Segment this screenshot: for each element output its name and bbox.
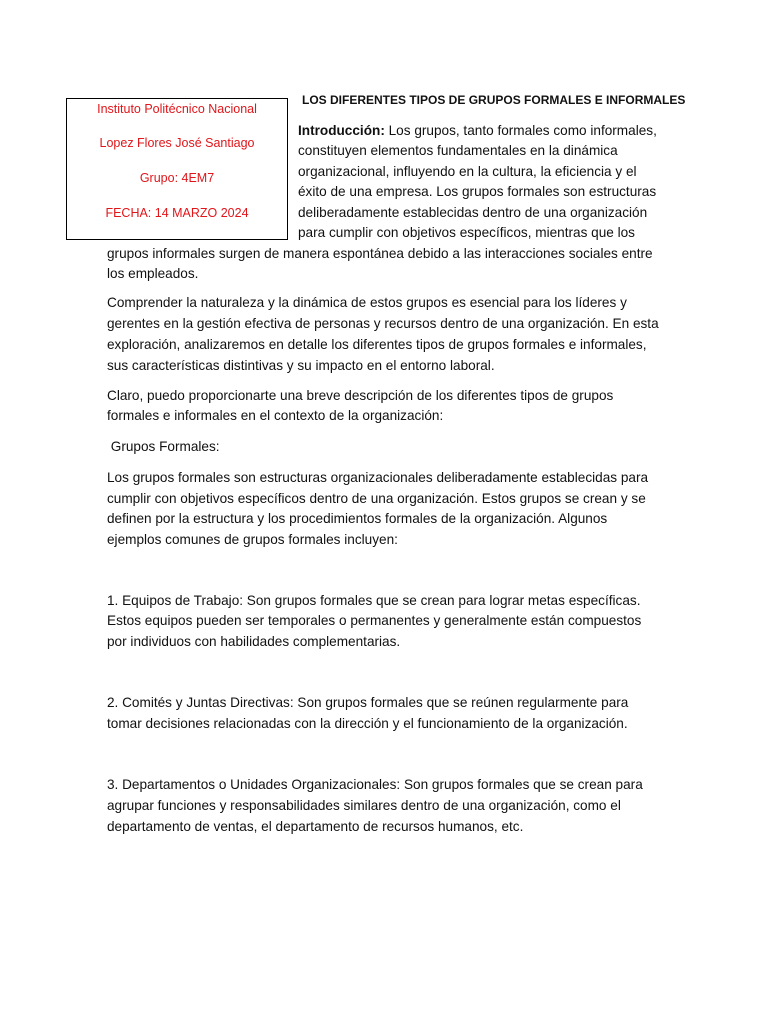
intro-line	[298, 122, 657, 140]
list-item-line: Estos equipos pueden ser temporales o permanentes y generalmente están compuestos	[107, 613, 642, 628]
intro-line: organizacional, influyendo en la cultura, la eficiencia y el	[298, 164, 637, 179]
student-info-box	[66, 98, 288, 240]
intro-line: los empleados.	[107, 266, 199, 281]
section-heading: Grupos Formales:	[107, 439, 220, 454]
document-title: LOS DIFERENTES TIPOS DE GRUPOS FORMALES E INFORMALES	[302, 93, 686, 107]
paragraph-line: formales e informales en el contexto de la organización:	[107, 408, 444, 423]
list-item-line: departamento de ventas, el departamento de recursos humanos, etc.	[107, 819, 524, 834]
paragraph-line: definen por la estructura y los procedimientos formales de la organización. Algunos	[107, 511, 608, 526]
list-item-line: 2. Comités y Juntas Directivas: Son grupos formales que se reúnen regularmente para	[107, 695, 629, 710]
intro-label: Introducción:	[298, 123, 385, 138]
list-item-line: tomar decisiones relacionadas con la dirección y el funcionamiento de la organización.	[107, 716, 628, 731]
intro-line-text: Los grupos, tanto formales como informales,	[384, 123, 657, 138]
institution-name: Instituto Politécnico Nacional	[97, 102, 257, 116]
group-label: Grupo: 4EM7	[139, 171, 215, 185]
list-item-line: 1. Equipos de Trabajo: Son grupos formales que se crean para lograr metas específicas.	[107, 593, 641, 608]
paragraph-line: Comprender la naturaleza y la dinámica de estos grupos es esencial para los líderes y	[107, 295, 627, 310]
list-item-line: 3. Departamentos o Unidades Organizacionales: Son grupos formales que se crean para	[107, 777, 643, 792]
intro-line: constituyen elementos fundamentales en la dinámica	[298, 143, 618, 158]
list-item-line: por individuos con habilidades complementarias.	[107, 634, 401, 649]
paragraph-line: exploración, analizaremos en detalle los diferentes tipos de grupos formales e informales,	[107, 337, 647, 352]
paragraph-line: Claro, puedo proporcionarte una breve descripción de los diferentes tipos de grupos	[107, 388, 614, 403]
date-label: FECHA: 14 MARZO 2024	[105, 206, 249, 220]
list-item-line: agrupar funciones y responsabilidades similares dentro de una organización, como el	[107, 798, 621, 813]
paragraph-line: sus características distintivas y su impacto en el entorno laboral.	[107, 358, 495, 373]
student-name: Lopez Flores José Santiago	[99, 136, 255, 150]
intro-line: deliberadamente establecidas dentro de una organización	[298, 205, 648, 220]
paragraph-line: Los grupos formales son estructuras organizacionales deliberadamente establecidas para	[107, 470, 649, 485]
intro-line: éxito de una empresa. Los grupos formales son estructuras	[298, 184, 657, 199]
paragraph-line: ejemplos comunes de grupos formales incluyen:	[107, 532, 398, 547]
intro-line: grupos informales surgen de manera espontánea debido a las interacciones sociales entre	[107, 246, 653, 261]
paragraph-line: cumplir con objetivos específicos dentro de una organización. Estos grupos se crean y se	[107, 491, 646, 506]
intro-line: para cumplir con objetivos específicos, mientras que los	[298, 225, 635, 240]
paragraph-line: gerentes en la gestión efectiva de personas y recursos dentro de una organización. En esta	[107, 316, 659, 331]
